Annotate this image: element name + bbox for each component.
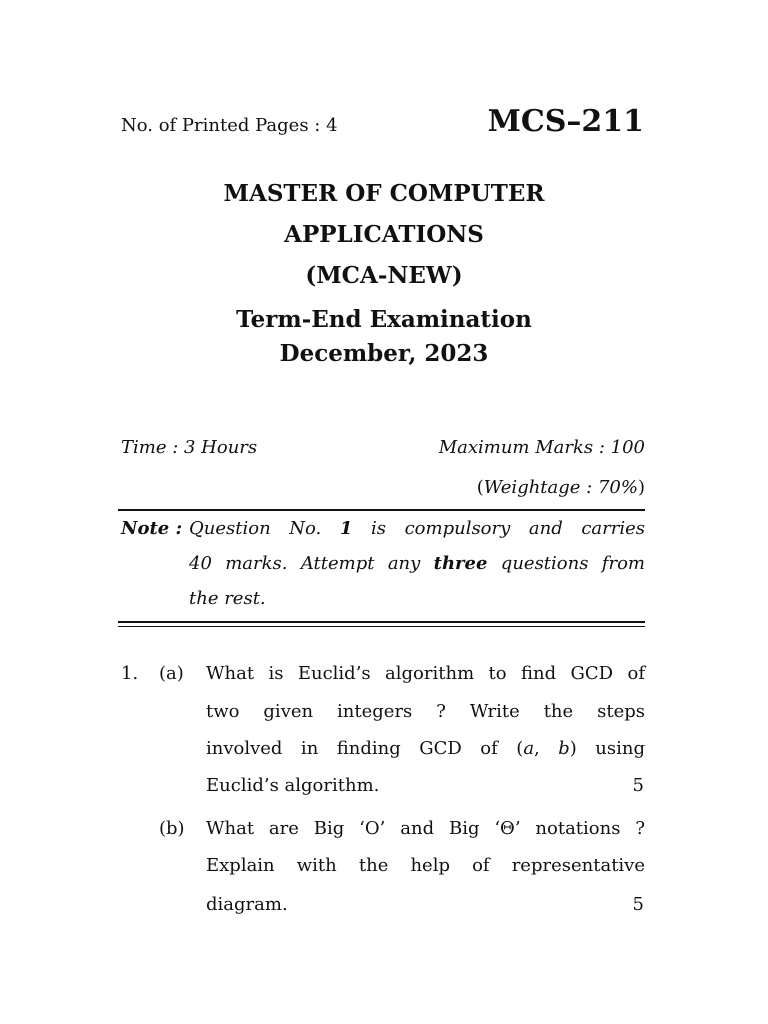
part-b-marks: 5 (632, 894, 644, 915)
note-question-number: 1 (339, 518, 353, 539)
program-title-line-1: MASTER OF COMPUTER (223, 180, 545, 207)
question-number: 1. (121, 663, 139, 684)
weightage (477, 477, 645, 498)
variable-a: a (523, 738, 535, 759)
part-a-marks: 5 (632, 775, 644, 796)
divider-double-top (118, 621, 645, 623)
course-code: MCS–211 (487, 104, 644, 139)
weightage-close-paren: ) (637, 477, 645, 498)
note-line-2: 40 marks. Attempt any three questions from (189, 553, 645, 574)
part-b-line-3: diagram. (206, 894, 288, 915)
maximum-marks: Maximum Marks : 100 (438, 437, 645, 458)
divider-top (118, 509, 645, 511)
exam-date: December, 2023 (279, 340, 489, 367)
variable-b: b (558, 738, 570, 759)
part-a-label: (a) (159, 663, 184, 684)
program-subtitle: (MCA-NEW) (305, 262, 463, 289)
part-b-label: (b) (159, 818, 185, 839)
part-a-line-4: Euclid’s algorithm. (206, 775, 380, 796)
note-line-1: Question No. 1 is compulsory and carries (189, 518, 645, 539)
weightage-text: Weightage : 70% (483, 477, 638, 498)
part-a-line-1: What is Euclid’s algorithm to find GCD of (206, 663, 645, 684)
printed-pages-count: No. of Printed Pages : 4 (121, 115, 338, 136)
program-title-line-2: APPLICATIONS (284, 221, 484, 248)
part-a-line-2: two given integers ? Write the steps (206, 701, 645, 722)
part-a-line-3: involved in finding GCD of (a, b) using (206, 738, 645, 759)
part-b-line-2: Explain with the help of representative (206, 855, 645, 876)
part-b-line-1: What are Big ‘O’ and Big ‘Θ’ notations ? (206, 818, 645, 839)
exam-duration: Time : 3 Hours (121, 437, 258, 458)
note-emphasis: three (433, 553, 488, 574)
note-line-3: the rest. (189, 588, 266, 609)
note-label: Note : (121, 518, 183, 539)
exam-name: Term-End Examination (236, 306, 532, 333)
divider-double-bottom (118, 626, 645, 627)
weightage-open-paren: ( (476, 477, 484, 498)
